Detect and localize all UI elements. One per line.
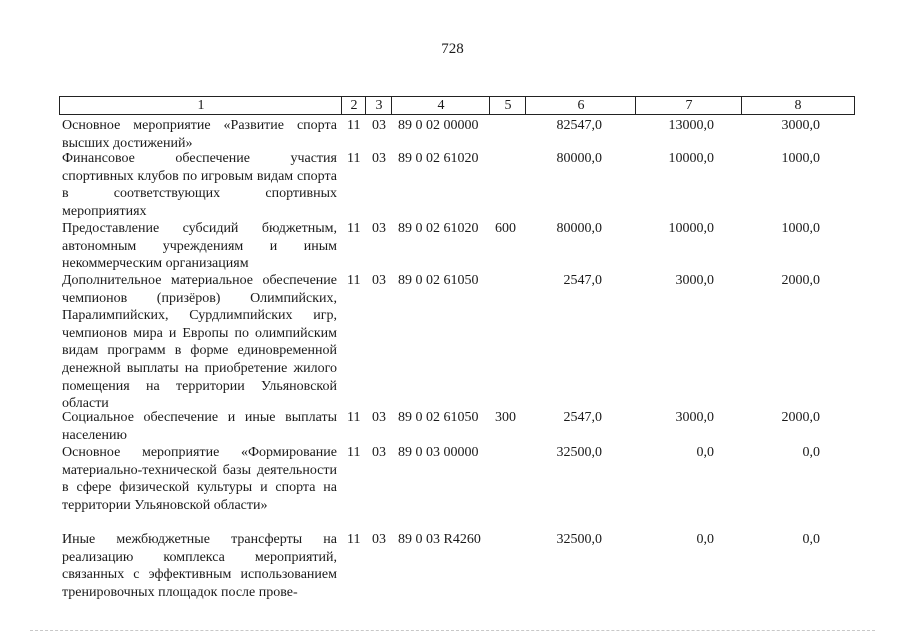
row-amount-7: 10000,0 bbox=[668, 221, 714, 236]
row-section: 11 bbox=[347, 151, 361, 166]
row-amount-7: 10000,0 bbox=[668, 151, 714, 166]
row-section: 11 bbox=[347, 410, 361, 425]
row-subsection: 03 bbox=[372, 410, 386, 425]
row-expense-type: 600 bbox=[495, 221, 516, 236]
row-amount-8: 3000,0 bbox=[781, 118, 820, 133]
row-target-code: 89 0 02 00000 bbox=[398, 118, 479, 133]
row-target-code: 89 0 03 00000 bbox=[398, 445, 479, 460]
header-col-6: 6 bbox=[525, 96, 636, 115]
header-col-4: 4 bbox=[391, 96, 490, 115]
row-target-code: 89 0 02 61050 bbox=[398, 273, 479, 288]
row-amount-7: 0,0 bbox=[696, 445, 714, 460]
row-section: 11 bbox=[347, 118, 361, 133]
row-target-code: 89 0 02 61020 bbox=[398, 151, 479, 166]
row-amount-6: 2547,0 bbox=[563, 410, 602, 425]
row-expense-type: 300 bbox=[495, 410, 516, 425]
row-description: Иные межбюджетные трансферты на реализацию комплекса мероприятий, связанных с эффективным использованием тренировочных площадок после прове- bbox=[62, 532, 337, 600]
row-subsection: 03 bbox=[372, 118, 386, 133]
row-amount-7: 3000,0 bbox=[675, 410, 714, 425]
page-number: 728 bbox=[441, 41, 464, 57]
header-col-7: 7 bbox=[635, 96, 742, 115]
row-description: Предоставление субсидий бюджетным, автономным учреждениям и иным некоммерческим организациям bbox=[62, 221, 337, 272]
row-amount-6: 32500,0 bbox=[556, 532, 602, 547]
row-amount-6: 82547,0 bbox=[556, 118, 602, 133]
row-amount-8: 1000,0 bbox=[781, 151, 820, 166]
row-description: Социальное обеспечение и иные выплаты населению bbox=[62, 410, 337, 443]
row-amount-8: 2000,0 bbox=[781, 410, 820, 425]
row-section: 11 bbox=[347, 532, 361, 547]
row-target-code: 89 0 02 61050 bbox=[398, 410, 479, 425]
row-amount-7: 13000,0 bbox=[668, 118, 714, 133]
row-amount-8: 2000,0 bbox=[781, 273, 820, 288]
header-col-3: 3 bbox=[365, 96, 392, 115]
row-amount-7: 0,0 bbox=[696, 532, 714, 547]
table-header bbox=[59, 96, 854, 114]
row-subsection: 03 bbox=[372, 532, 386, 547]
row-subsection: 03 bbox=[372, 273, 386, 288]
row-amount-6: 80000,0 bbox=[556, 151, 602, 166]
row-amount-8: 0,0 bbox=[802, 532, 820, 547]
row-description: Основное мероприятие «Развитие спорта высших достижений» bbox=[62, 118, 337, 151]
row-subsection: 03 bbox=[372, 221, 386, 236]
header-col-1: 1 bbox=[59, 96, 342, 115]
row-amount-6: 32500,0 bbox=[556, 445, 602, 460]
header-col-2: 2 bbox=[341, 96, 366, 115]
row-amount-6: 80000,0 bbox=[556, 221, 602, 236]
scan-artifact-line bbox=[30, 630, 875, 632]
row-section: 11 bbox=[347, 273, 361, 288]
row-amount-8: 1000,0 bbox=[781, 221, 820, 236]
row-description: Дополнительное материальное обеспечение чемпионов (призёров) Олимпийских, Паралимпийских, Сурдлимпийских игр, чемпионов мира и Европы по олимпийским видам программ в форме единовременной денежной выплаты на приобретение жилого помещения на территории Ульяновской области bbox=[62, 273, 337, 412]
row-section: 11 bbox=[347, 221, 361, 236]
row-amount-8: 0,0 bbox=[802, 445, 820, 460]
row-target-code: 89 0 02 61020 bbox=[398, 221, 479, 236]
row-section: 11 bbox=[347, 445, 361, 460]
row-subsection: 03 bbox=[372, 445, 386, 460]
row-subsection: 03 bbox=[372, 151, 386, 166]
row-amount-6: 2547,0 bbox=[563, 273, 602, 288]
row-description: Основное мероприятие «Формирование материально-технической базы деятельности в сфере физической культуры и спорта на территории Ульяновской области» bbox=[62, 445, 337, 513]
row-description: Финансовое обеспечение участия спортивных клубов по игровым видам спорта в соответствующих спортивных мероприятиях bbox=[62, 151, 337, 219]
row-target-code: 89 0 03 R4260 bbox=[398, 532, 481, 547]
header-col-5: 5 bbox=[489, 96, 526, 115]
row-amount-7: 3000,0 bbox=[675, 273, 714, 288]
header-col-8: 8 bbox=[741, 96, 855, 115]
